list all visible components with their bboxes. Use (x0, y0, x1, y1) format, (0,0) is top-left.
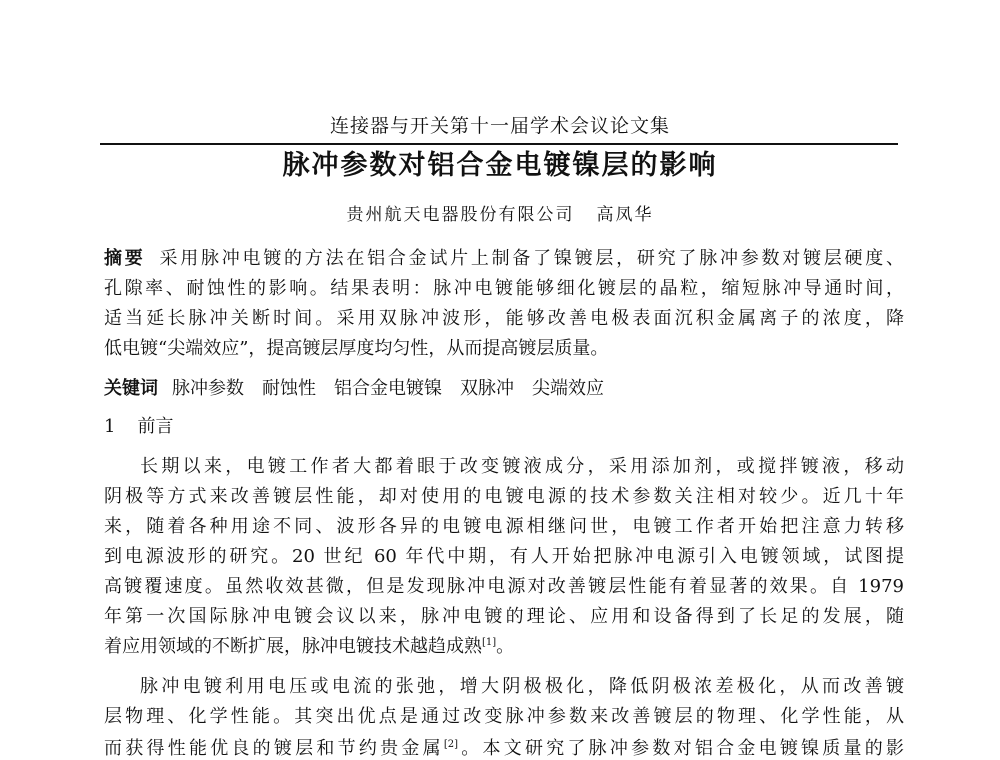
body-line: 脉冲电镀利用电压或电流的张弛，增大阴极极化，降低阴极浓差极化，从而改善镀 (140, 676, 904, 697)
body-line: 年第一次国际脉冲电镀会议以来，脉冲电镀的理论、应用和设备得到了长足的发展，随 (104, 606, 904, 627)
keyword: 尖端效应 (532, 378, 604, 399)
abstract-line: 适当延长脉冲关断时间。采用双脉冲波形，能够改善电极表面沉积金属离子的浓度，降 (104, 308, 904, 329)
keyword: 耐蚀性 (262, 378, 316, 399)
section-title: 前言 (137, 416, 174, 437)
keyword: 铝合金电镀镍 (334, 378, 442, 399)
body-line: 着应用领域的不断扩展，脉冲电镀技术越趋成熟[1]。 (104, 636, 515, 657)
abstract-label: 摘要 (104, 248, 146, 269)
keywords-line (104, 374, 904, 404)
affiliation: 贵州航天电器股份有限公司 (346, 205, 575, 225)
paper-title: 脉冲参数对铝合金电镀镍层的影响 (282, 150, 718, 181)
body-line: 长期以来，电镀工作者大都着眼于改变镀液成分，采用添加剂，或搅拌镀液，移动 (140, 456, 904, 477)
citation-ref: [2] (443, 739, 458, 750)
body-line: 来，随着各种用途不同、波形各异的电镀电源相继问世，电镀工作者开始把注意力转移 (104, 516, 904, 537)
body-line: 阴极等方式来改善镀层性能，却对使用的电镀电源的技术参数关注相对较少。近几十年 (104, 486, 904, 507)
body-line: 层物理、化学性能。其突出优点是通过改变脉冲参数来改善镀层的物理、化学性能，从 (104, 706, 904, 727)
byline (0, 203, 1000, 227)
section-number: 1 (104, 416, 116, 437)
abstract-line: 低电镀“尖端效应”，提高镀层厚度均匀性，从而提高镀层质量。 (104, 338, 609, 359)
abstract-line: 摘要 采用脉冲电镀的方法在铝合金试片上制备了镍镀层，研究了脉冲参数对镀层硬度、 (104, 248, 904, 269)
citation-ref: [1] (482, 637, 497, 648)
header-rule (100, 143, 898, 145)
abstract-line: 孔隙率、耐蚀性的影响。结果表明：脉冲电镀能够细化镀层的晶粒，缩短脉冲导通时间， (104, 278, 904, 299)
running-header: 连接器与开关第十一届学术会议论文集 (329, 115, 670, 137)
body-line-cut: 而获得性能优良的镀层和节约贵金属[2]。本文研究了脉冲参数对铝合金电镀镍质量的影 (104, 738, 905, 759)
keyword: 脉冲参数 (172, 378, 244, 399)
keyword: 双脉冲 (460, 378, 514, 399)
body-line: 高镀覆速度。虽然收效甚微，但是发现脉冲电源对改善镀层性能有着显著的效果。自 1979 (104, 576, 904, 597)
section-heading (104, 412, 173, 442)
body-line: 到电源波形的研究。20 世纪 60 年代中期，有人开始把脉冲电源引入电镀领域，试图提 (104, 546, 904, 567)
keywords-label: 关键词 (104, 378, 158, 399)
author-name: 高凤华 (596, 205, 654, 225)
